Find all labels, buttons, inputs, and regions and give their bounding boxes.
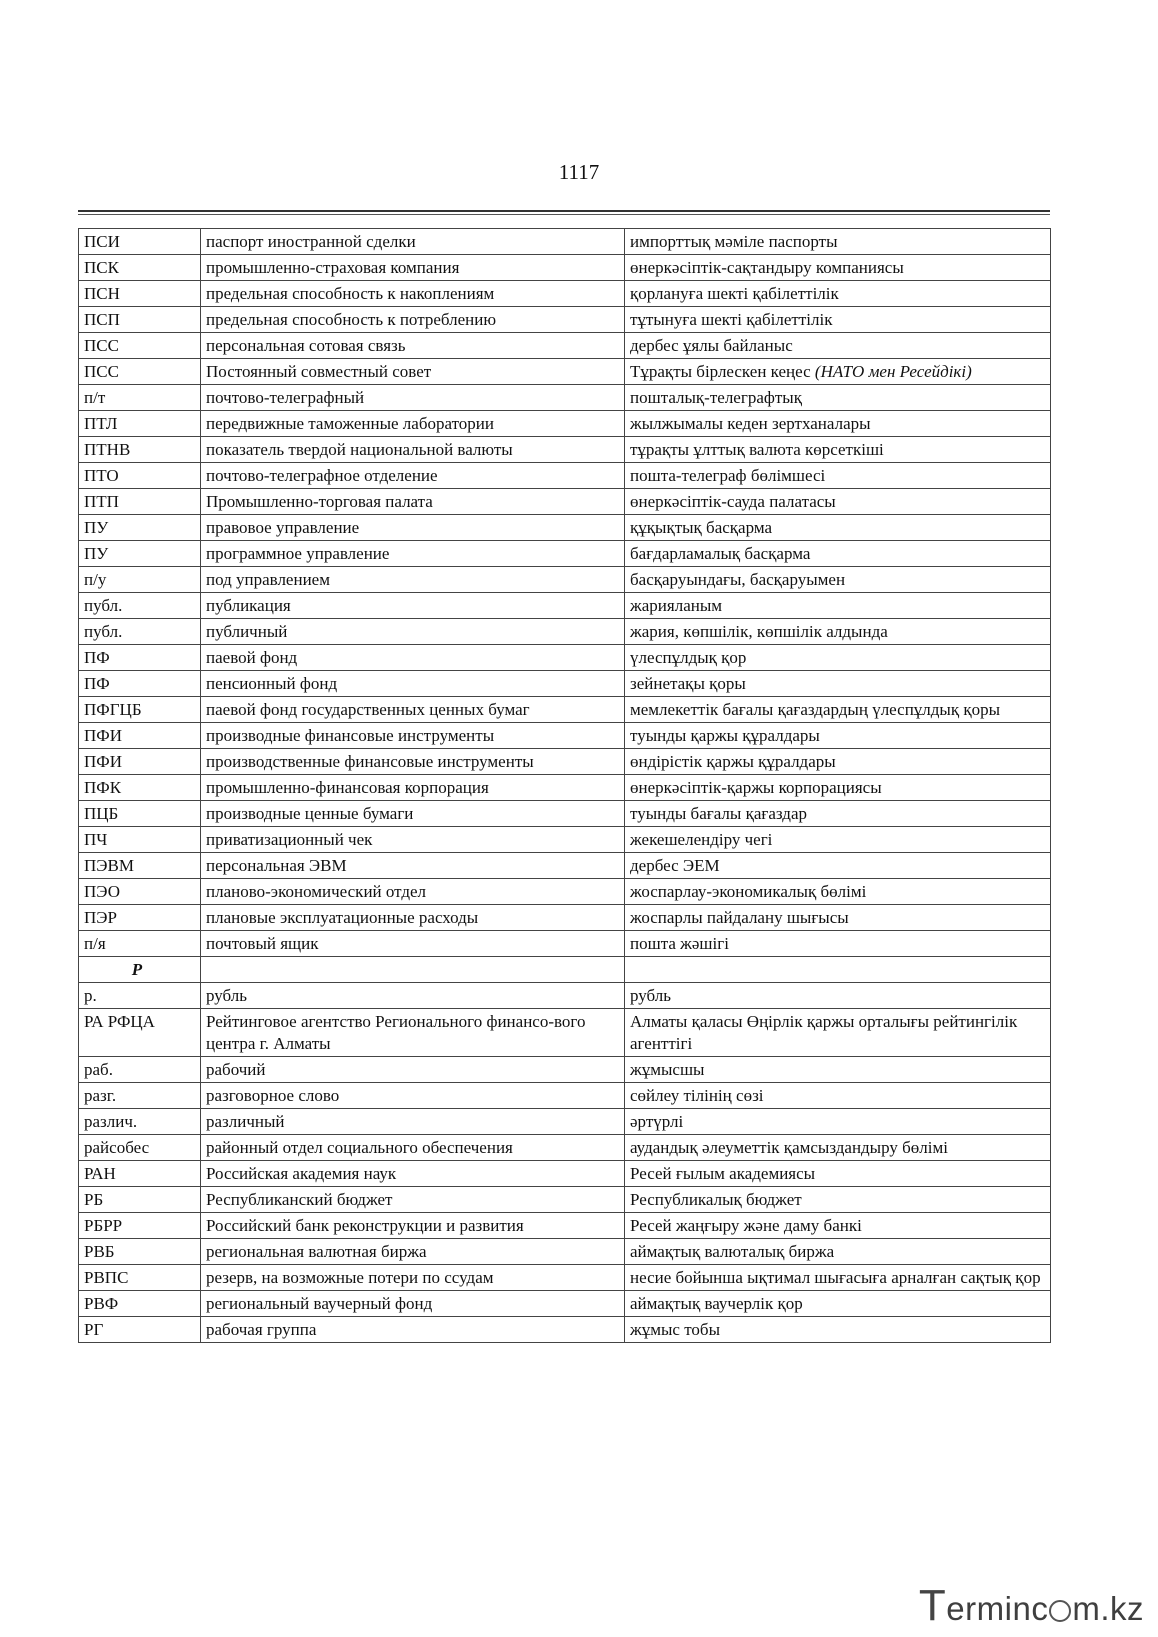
abbreviation-cell: РВПС <box>79 1265 201 1291</box>
russian-term-cell: Республиканский бюджет <box>201 1187 625 1213</box>
russian-term-cell: предельная способность к потреблению <box>201 307 625 333</box>
kazakh-term-cell <box>625 853 1051 879</box>
kazakh-term-text: жария, көпшілік, көпшілік алдында <box>630 622 888 641</box>
kazakh-term-cell <box>625 307 1051 333</box>
russian-term-cell: Промышленно-торговая палата <box>201 489 625 515</box>
abbreviation-cell: раб. <box>79 1057 201 1083</box>
kazakh-term-text: тұтынуға шекті қабілеттілік <box>630 310 833 329</box>
kazakh-term-cell <box>625 333 1051 359</box>
table-row <box>79 1161 1051 1187</box>
russian-term-cell: промышленно-страховая компания <box>201 255 625 281</box>
kazakh-term-cell <box>625 645 1051 671</box>
kazakh-term-text: туынды қаржы құралдары <box>630 726 820 745</box>
kazakh-term-text: өнеркәсіптік-сақтандыру компаниясы <box>630 258 904 277</box>
russian-term-cell: почтово-телеграфный <box>201 385 625 411</box>
kazakh-term-text: әртүрлі <box>630 1112 684 1131</box>
table-row <box>79 1109 1051 1135</box>
abbreviation-cell: РВФ <box>79 1291 201 1317</box>
kazakh-term-text: аймақтық валюталық биржа <box>630 1242 835 1261</box>
kazakh-term-cell <box>625 1317 1051 1343</box>
abbreviation-cell: разг. <box>79 1083 201 1109</box>
table-row <box>79 541 1051 567</box>
table-row <box>79 775 1051 801</box>
abbreviation-cell: ПТЛ <box>79 411 201 437</box>
russian-term-cell: производные ценные бумаги <box>201 801 625 827</box>
russian-term-cell: программное управление <box>201 541 625 567</box>
abbreviation-cell: ПФ <box>79 645 201 671</box>
kazakh-term-cell <box>625 567 1051 593</box>
abbreviation-cell: ПФК <box>79 775 201 801</box>
abbreviation-cell: РБ <box>79 1187 201 1213</box>
kazakh-term-text: құқықтық басқарма <box>630 518 773 537</box>
kazakh-term-text: пошта жәшігі <box>630 934 729 953</box>
table-row <box>79 255 1051 281</box>
kazakh-term-cell <box>625 437 1051 463</box>
russian-term-cell: рубль <box>201 983 625 1009</box>
table-row <box>79 905 1051 931</box>
table-row <box>79 931 1051 957</box>
kazakh-term-text: аймақтық ваучерлік қор <box>630 1294 803 1313</box>
russian-term-cell: разговорное слово <box>201 1083 625 1109</box>
table-row <box>79 827 1051 853</box>
table-row <box>79 385 1051 411</box>
table-row <box>79 593 1051 619</box>
abbreviation-cell: ПФГЦБ <box>79 697 201 723</box>
kazakh-term-cell <box>625 1009 1051 1057</box>
table-row <box>79 515 1051 541</box>
table-row <box>79 1187 1051 1213</box>
kazakh-term-cell <box>625 1187 1051 1213</box>
logo-domain: m.kz <box>1072 1590 1144 1627</box>
russian-term-cell: региональный ваучерный фонд <box>201 1291 625 1317</box>
russian-term-cell: предельная способность к накоплениям <box>201 281 625 307</box>
abbreviation-cell: п/я <box>79 931 201 957</box>
table-row <box>79 489 1051 515</box>
russian-term-cell: плановые эксплуатационные расходы <box>201 905 625 931</box>
kazakh-term-cell <box>625 775 1051 801</box>
kazakh-term-text: дербес ұялы байланыс <box>630 336 793 355</box>
kazakh-term-cell <box>625 489 1051 515</box>
russian-term-cell: Российская академия наук <box>201 1161 625 1187</box>
abbreviation-cell: РБРР <box>79 1213 201 1239</box>
abbreviation-cell: райсобес <box>79 1135 201 1161</box>
russian-term-cell: показатель твердой национальной валюты <box>201 437 625 463</box>
kazakh-term-text: туынды бағалы қағаздар <box>630 804 807 823</box>
logo-letter: T <box>918 1581 947 1630</box>
kazakh-term-cell <box>625 281 1051 307</box>
russian-term-cell: паевой фонд <box>201 645 625 671</box>
kazakh-term-text: рубль <box>630 986 672 1005</box>
kazakh-term-cell <box>625 879 1051 905</box>
kazakh-term-cell <box>625 957 1051 983</box>
table-row <box>79 411 1051 437</box>
abbreviation-cell: Р <box>79 957 201 983</box>
kazakh-term-cell <box>625 1161 1051 1187</box>
abbreviation-cell: ПТП <box>79 489 201 515</box>
russian-term-cell: публикация <box>201 593 625 619</box>
abbreviation-cell: ПСС <box>79 359 201 385</box>
kazakh-term-text: өндірістік қаржы құралдары <box>630 752 836 771</box>
russian-term-cell: рабочий <box>201 1057 625 1083</box>
kazakh-term-text: жұмысшы <box>630 1060 705 1079</box>
russian-term-cell <box>201 957 625 983</box>
kazakh-term-text: Республикалық бюджет <box>630 1190 802 1209</box>
abbreviation-cell: ПФ <box>79 671 201 697</box>
abbreviation-cell: ПЭР <box>79 905 201 931</box>
russian-term-cell: районный отдел социального обеспечения <box>201 1135 625 1161</box>
abbreviation-cell: ПТО <box>79 463 201 489</box>
russian-term-cell: почтово-телеграфное отделение <box>201 463 625 489</box>
table-row <box>79 307 1051 333</box>
abbreviation-cell: ПЭО <box>79 879 201 905</box>
abbreviation-cell: ПСИ <box>79 229 201 255</box>
kazakh-term-cell <box>625 385 1051 411</box>
table-row <box>79 1291 1051 1317</box>
glossary-body <box>79 229 1051 1343</box>
kazakh-term-text: пошта-телеграф бөлімшесі <box>630 466 826 485</box>
table-row <box>79 983 1051 1009</box>
russian-term-cell: правовое управление <box>201 515 625 541</box>
kazakh-term-cell <box>625 1083 1051 1109</box>
page-number: 1117 <box>558 160 600 184</box>
table-row <box>79 645 1051 671</box>
table-row <box>79 697 1051 723</box>
table-row <box>79 1057 1051 1083</box>
kazakh-term-cell <box>625 827 1051 853</box>
kazakh-term-cell <box>625 931 1051 957</box>
kazakh-term-cell <box>625 1265 1051 1291</box>
table-row <box>79 1239 1051 1265</box>
termincom-logo[interactable] <box>918 1581 1144 1630</box>
russian-term-cell: персональная сотовая связь <box>201 333 625 359</box>
abbreviation-cell: РВБ <box>79 1239 201 1265</box>
kazakh-term-text: қорлануға шекті қабілеттілік <box>630 284 839 303</box>
russian-term-cell: под управлением <box>201 567 625 593</box>
table-row <box>79 801 1051 827</box>
table-row <box>79 567 1051 593</box>
kazakh-term-cell <box>625 697 1051 723</box>
kazakh-term-text: несие бойынша ықтимал шығасыға арналған сақтық қор <box>630 1268 1041 1287</box>
kazakh-term-cell <box>625 1239 1051 1265</box>
kazakh-term-text: Ресей ғылым академиясы <box>630 1164 816 1183</box>
table-row <box>79 1213 1051 1239</box>
header-rule-thin <box>78 214 1050 215</box>
table-row <box>79 333 1051 359</box>
kazakh-term-text: тұрақты ұлттық валюта көрсеткіші <box>630 440 884 459</box>
abbreviation-cell: публ. <box>79 593 201 619</box>
russian-term-cell: приватизационный чек <box>201 827 625 853</box>
kazakh-term-text: Ресей жаңғыру және даму банкі <box>630 1216 862 1235</box>
table-row <box>79 437 1051 463</box>
russian-term-cell: региональная валютная биржа <box>201 1239 625 1265</box>
table-row <box>79 229 1051 255</box>
table-row <box>79 749 1051 775</box>
russian-term-cell: промышленно-финансовая корпорация <box>201 775 625 801</box>
kazakh-term-text: жекешелендіру чегі <box>630 830 773 849</box>
kazakh-term-text: бағдарламалық басқарма <box>630 544 811 563</box>
kazakh-term-cell <box>625 593 1051 619</box>
kazakh-term-text: басқаруындағы, басқаруымен <box>630 570 846 589</box>
kazakh-term-cell <box>625 229 1051 255</box>
abbreviation-cell: различ. <box>79 1109 201 1135</box>
table-row <box>79 619 1051 645</box>
abbreviation-cell: публ. <box>79 619 201 645</box>
kazakh-term-text: мемлекеттік бағалы қағаздардың үлеспұлдық қоры <box>630 700 1001 719</box>
glossary-table <box>78 228 1051 1343</box>
kazakh-term-text: жоспарлау-экономикалық бөлімі <box>630 882 867 901</box>
table-row <box>79 1009 1051 1057</box>
abbreviation-cell: ПСН <box>79 281 201 307</box>
abbreviation-cell: ПЦБ <box>79 801 201 827</box>
table-row <box>79 853 1051 879</box>
abbreviation-cell: ПУ <box>79 515 201 541</box>
abbreviation-cell: р. <box>79 983 201 1009</box>
kazakh-term-cell <box>625 411 1051 437</box>
russian-term-cell: производные финансовые инструменты <box>201 723 625 749</box>
abbreviation-cell: ПСС <box>79 333 201 359</box>
kazakh-term-text: жылжымалы кеден зертханалары <box>630 414 871 433</box>
table-row <box>79 1265 1051 1291</box>
kazakh-term-text: аудандық әлеуметтік қамсыздандыру бөлімі <box>630 1138 948 1157</box>
kazakh-term-text: жұмыс тобы <box>630 1320 720 1339</box>
kazakh-term-text: өнеркәсіптік-қаржы корпорациясы <box>630 778 882 797</box>
russian-term-cell: производственные финансовые инструменты <box>201 749 625 775</box>
russian-term-cell: почтовый ящик <box>201 931 625 957</box>
russian-term-cell: Рейтинговое агентство Регионального финансо-вого центра г. Алматы <box>201 1009 625 1057</box>
russian-term-cell: резерв, на возможные потери по ссудам <box>201 1265 625 1291</box>
abbreviation-cell: п/у <box>79 567 201 593</box>
russian-term-cell: Постоянный совместный совет <box>201 359 625 385</box>
russian-term-cell: пенсионный фонд <box>201 671 625 697</box>
header-rule-thick <box>78 210 1050 212</box>
russian-term-cell: различный <box>201 1109 625 1135</box>
section-row <box>79 957 1051 983</box>
table-row <box>79 723 1051 749</box>
kazakh-term-cell <box>625 1135 1051 1161</box>
table-row <box>79 879 1051 905</box>
table-row <box>79 1317 1051 1343</box>
table-row <box>79 359 1051 385</box>
kazakh-term-text: Алматы қаласы Өңірлік қаржы орталығы рейтингілік агенттігі <box>630 1012 1018 1053</box>
abbreviation-cell: ПСП <box>79 307 201 333</box>
abbreviation-cell: РАН <box>79 1161 201 1187</box>
kazakh-term-cell <box>625 255 1051 281</box>
table-row <box>79 463 1051 489</box>
russian-term-cell: паевой фонд государственных ценных бумаг <box>201 697 625 723</box>
kazakh-term-cell <box>625 1057 1051 1083</box>
kazakh-term-text: үлеспұлдық қор <box>630 648 747 667</box>
abbreviation-cell: ПФИ <box>79 749 201 775</box>
abbreviation-cell: п/т <box>79 385 201 411</box>
kazakh-term-cell <box>625 541 1051 567</box>
russian-term-cell: персональная ЭВМ <box>201 853 625 879</box>
kazakh-term-cell <box>625 1213 1051 1239</box>
abbreviation-cell: ПУ <box>79 541 201 567</box>
kazakh-term-cell <box>625 983 1051 1009</box>
abbreviation-cell: ПЧ <box>79 827 201 853</box>
kazakh-term-cell <box>625 1291 1051 1317</box>
abbreviation-cell: РА РФЦА <box>79 1009 201 1057</box>
table-row <box>79 281 1051 307</box>
kazakh-term-text: Тұрақты бірлескен кеңес <box>630 362 815 381</box>
kazakh-term-cell <box>625 515 1051 541</box>
abbreviation-cell: ПЭВМ <box>79 853 201 879</box>
table-row <box>79 1135 1051 1161</box>
abbreviation-cell: ПСК <box>79 255 201 281</box>
russian-term-cell: публичный <box>201 619 625 645</box>
kazakh-term-cell <box>625 619 1051 645</box>
kazakh-term-text: жоспарлы пайдалану шығысы <box>630 908 849 927</box>
kazakh-term-text: дербес ЭЕМ <box>630 856 720 875</box>
kazakh-term-text: пошталық-телеграфтық <box>630 388 802 407</box>
abbreviation-cell: РГ <box>79 1317 201 1343</box>
kazakh-term-text: жарияланым <box>630 596 723 615</box>
abbreviation-cell: ПФИ <box>79 723 201 749</box>
kazakh-term-cell <box>625 463 1051 489</box>
russian-term-cell: рабочая группа <box>201 1317 625 1343</box>
russian-term-cell: паспорт иностранной сделки <box>201 229 625 255</box>
kazakh-term-cell <box>625 1109 1051 1135</box>
kazakh-term-note: (НАТО мен Ресейдікі) <box>814 362 972 381</box>
russian-term-cell: планово-экономический отдел <box>201 879 625 905</box>
logo-ring-icon <box>1049 1600 1071 1622</box>
kazakh-term-cell <box>625 359 1051 385</box>
kazakh-term-cell <box>625 749 1051 775</box>
kazakh-term-text: сөйлеу тілінің сөзі <box>630 1086 764 1105</box>
kazakh-term-text: импорттық мәміле паспорты <box>630 232 838 251</box>
kazakh-term-text: өнеркәсіптік-сауда палатасы <box>630 492 836 511</box>
russian-term-cell: передвижные таможенные лаборатории <box>201 411 625 437</box>
kazakh-term-cell <box>625 905 1051 931</box>
kazakh-term-cell <box>625 723 1051 749</box>
kazakh-term-cell <box>625 801 1051 827</box>
table-row <box>79 1083 1051 1109</box>
abbreviation-cell: ПТНВ <box>79 437 201 463</box>
logo-text: erminc <box>946 1590 1049 1627</box>
table-row <box>79 671 1051 697</box>
russian-term-cell: Российский банк реконструкции и развития <box>201 1213 625 1239</box>
kazakh-term-cell <box>625 671 1051 697</box>
kazakh-term-text: зейнетақы қоры <box>630 674 746 693</box>
